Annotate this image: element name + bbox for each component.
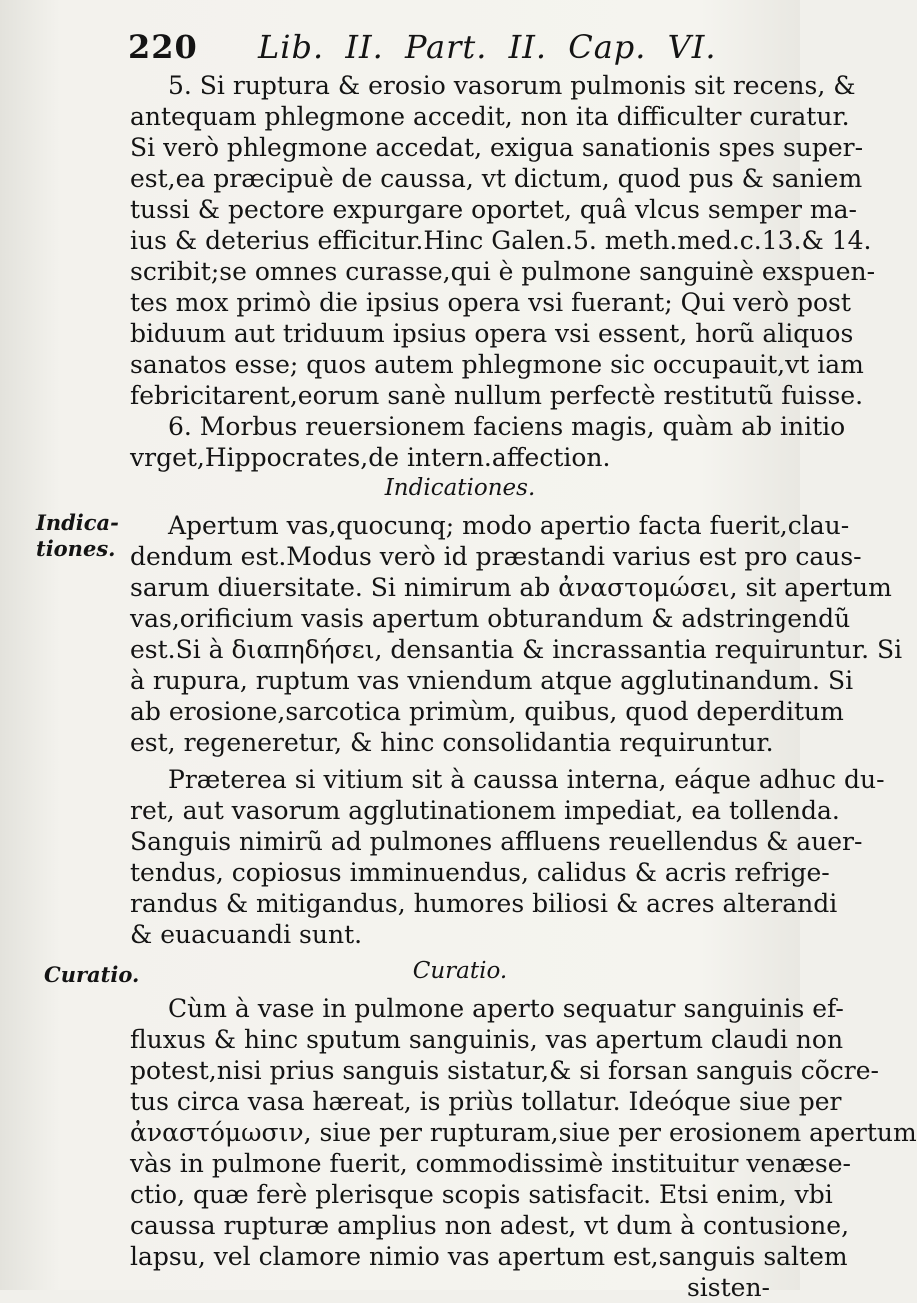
text-line: est.Si à διαπηδήσει, densantia & incrassantia requiruntur. Si: [130, 635, 903, 664]
text-line: est,ea præcipuè de caussa, vt dictum, quod pus & saniem: [130, 164, 863, 193]
text-line: ret, aut vasorum agglutinationem impediat, ea tollenda.: [130, 796, 840, 825]
text-line: scribit;se omnes curasse,qui è pulmone sanguinè exspuen-: [130, 257, 876, 286]
text-line: vàs in pulmone fuerit, commodissimè instituitur venæse-: [130, 1149, 851, 1178]
text-line: ius & deterius efficitur.Hinc Galen.5. meth.med.c.13.& 14.: [130, 226, 872, 255]
margin-note-indications: [36, 510, 119, 562]
text-line: tus circa vasa hæreat, is priùs tollatur. Ideóque siue per: [130, 1087, 842, 1116]
section-heading-indicationes: Indicationes.: [384, 475, 536, 501]
text-line: sanatos esse; quos autem phlegmone sic occupauit,vt iam: [130, 350, 864, 379]
text-line: tes mox primò die ipsius opera vsi fuerant; Qui verò post: [130, 288, 851, 317]
text-line: antequam phlegmone accedit, non ita difficulter curatur.: [130, 102, 850, 131]
text-line: Præterea si vitium sit à caussa interna, eáque adhuc du-: [168, 765, 885, 794]
text-line: sarum diuersitate. Si nimirum ab ἀναστομώσει, sit apertum: [130, 573, 892, 602]
chapter-title: Lib. II. Part. II. Cap. VI.: [258, 28, 717, 66]
margin-note-curatio: Curatio.: [44, 962, 140, 987]
text-line: ab erosione,sarcotica primùm, quibus, quod deperditum: [130, 697, 844, 726]
text-line: 6. Morbus reuersionem faciens magis, quàm ab initio: [168, 412, 846, 441]
text-line: ctio, quæ ferè plerisque scopis satisfacit. Etsi enim, vbi: [130, 1180, 833, 1209]
running-head: [128, 28, 728, 68]
section-heading-curatio: Curatio.: [412, 958, 508, 984]
text-line: randus & mitigandus, humores biliosi & acres alterandi: [130, 889, 838, 918]
margin-note-text: Indica- tiones.: [36, 510, 119, 561]
main-text: [130, 70, 917, 1303]
text-line: fluxus & hinc sputum sanguinis, vas apertum claudi non: [130, 1025, 844, 1054]
page-number: 220: [128, 28, 198, 66]
text-line: Cùm à vase in pulmone aperto sequatur sanguinis ef-: [168, 994, 844, 1023]
text-line: ἀναστόμωσιν, siue per rupturam,siue per erosionem apertum: [130, 1118, 917, 1147]
text-line: febricitarent,eorum sanè nullum perfectè restitutũ fuisse.: [130, 381, 864, 410]
text-line: & euacuandi sunt.: [130, 920, 363, 949]
text-line: 5. Si ruptura & erosio vasorum pulmonis sit recens, &: [168, 71, 856, 100]
text-line: dendum est.Modus verò id præstandi varius est pro caus-: [130, 542, 862, 571]
text-line: tendus, copiosus imminuendus, calidus & acris refrige-: [130, 858, 830, 887]
text-line: tussi & pectore expurgare oportet, quâ vlcus semper ma-: [130, 195, 857, 224]
text-line: potest,nisi prius sanguis sistatur,& si forsan sanguis cõcre-: [130, 1056, 879, 1085]
text-line: est, regeneretur, & hinc consolidantia requiruntur.: [130, 728, 774, 757]
text-line: vas,orificium vasis apertum obturandum & adstringendũ: [130, 604, 851, 633]
text-line: Si verò phlegmone accedat, exigua sanationis spes super-: [130, 133, 864, 162]
text-line: vrget,Hippocrates,de intern.affection.: [130, 443, 611, 472]
text-line: caussa rupturæ amplius non adest, vt dum à contusione,: [130, 1211, 850, 1240]
text-line: Apertum vas,quocunq; modo apertio facta fuerit,clau-: [168, 511, 850, 540]
catchword: sisten-: [686, 1273, 770, 1302]
text-line: lapsu, vel clamore nimio vas apertum est,sanguis saltem: [130, 1242, 848, 1271]
text-line: à rupura, ruptum vas vniendum atque agglutinandum. Si: [130, 666, 854, 695]
text-line: biduum aut triduum ipsius opera vsi essent, horũ aliquos: [130, 319, 854, 348]
text-line: Sanguis nimirũ ad pulmones affluens reuellendus & auer-: [130, 827, 863, 856]
